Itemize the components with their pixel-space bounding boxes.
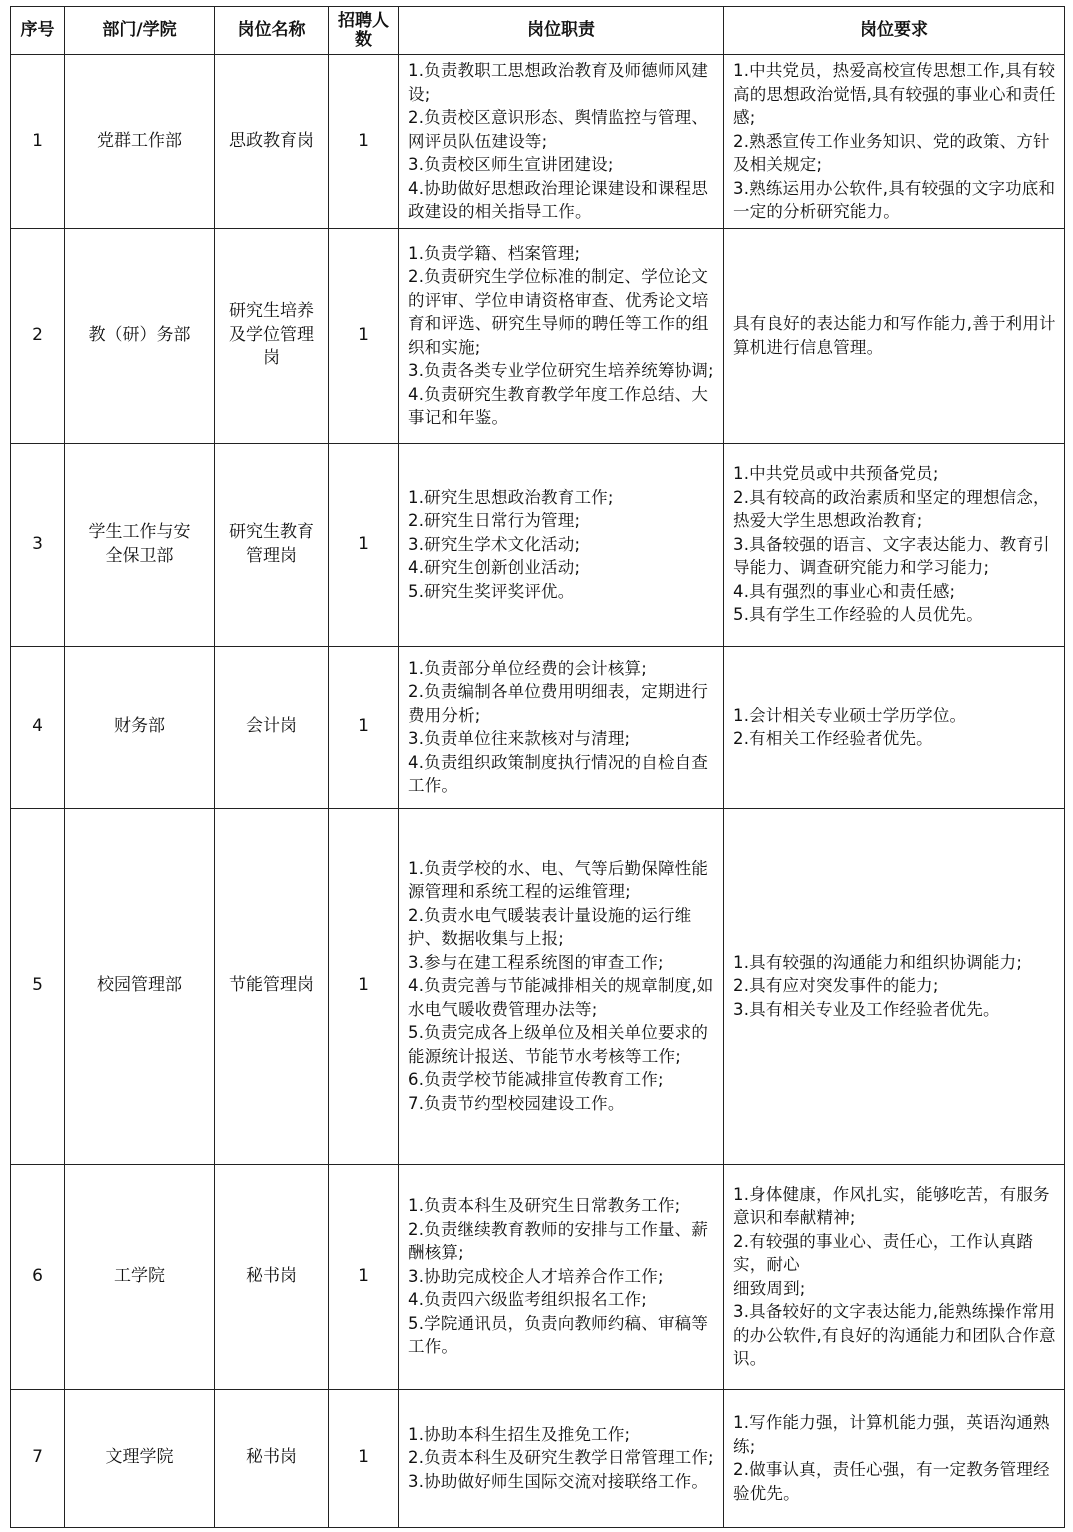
requirement-line: 1.身体健康，作风扎实，能够吃苦，有服务意识和奉献精神; [733,1184,1050,1227]
cell-requirements [724,646,1065,808]
duty-line: 1.负责部分单位经费的会计核算; [408,658,648,678]
duty-line: 5.学院通讯员，负责向教师约稿、审稿等工作。 [408,1313,709,1357]
cell-post: 秘书岗 [215,1164,329,1389]
cell-post: 会计岗 [215,646,329,808]
duty-line: 2.研究生日常行为管理; [408,511,581,531]
requirement-line: 1.中共党员或中共预备党员; [733,464,939,484]
header-count: 招聘人数 [329,7,399,55]
duty-line: 3.研究生学术文化活动; [408,534,581,554]
table-row [11,1389,1065,1527]
table-row [11,808,1065,1164]
cell-requirements [724,1164,1065,1389]
duty-line: 4.协助做好思想政治理论课建设和课程思政建设的相关指导工作。 [408,178,709,221]
duty-line: 1.负责本科生及研究生日常教务工作; [408,1196,681,1216]
duty-line: 1.负责教职工思想政治教育及师德师风建设; [408,61,709,104]
requirement-line: 3.具备较强的语言、文字表达能力、教育引导能力、调查研究能力和学习能力; [733,534,1050,578]
duty-line: 2.负责校区意识形态、舆情监控与管理、网评员队伍建设等; [408,108,709,151]
cell-count: 1 [329,808,399,1164]
cell-requirements [724,1389,1065,1527]
cell-seq: 1 [11,55,65,229]
cell-requirements [724,443,1065,646]
duty-line: 4.研究生创新创业活动; [408,558,581,578]
recruitment-table [10,6,1065,1528]
requirement-line: 1.会计相关专业硕士学历学位。 [733,705,967,725]
duty-line: 1.负责学校的水、电、气等后勤保障性能源管理和系统工程的运维管理; [408,858,709,902]
table-row [11,646,1065,808]
cell-requirements [724,808,1065,1164]
cell-dept: 财务部 [65,646,215,808]
header-seq: 序号 [11,7,65,55]
header-duties: 岗位职责 [399,7,724,55]
cell-seq: 6 [11,1164,65,1389]
cell-count: 1 [329,646,399,808]
requirement-line: 4.具有强烈的事业心和责任感; [733,581,956,601]
cell-count: 1 [329,1164,399,1389]
requirement-line: 1.具有较强的沟通能力和组织协调能力; [733,952,1023,972]
duty-line: 1.协助本科生招生及推免工作; [408,1424,631,1444]
requirement-line: 2.具有应对突发事件的能力; [733,976,939,996]
requirement-line: 2.有相关工作经验者优先。 [733,729,933,748]
cell-seq: 2 [11,228,65,443]
requirement-line: 2.熟悉宣传工作业务知识、党的政策、方针及相关规定; [733,131,1050,174]
cell-seq: 3 [11,443,65,646]
header-requirements: 岗位要求 [724,7,1065,55]
duty-line: 3.负责校区师生宣讲团建设; [408,155,614,174]
cell-dept: 教（研）务部 [65,228,215,443]
duty-line: 1.负责学籍、档案管理; [408,243,581,263]
cell-dept: 党群工作部 [65,55,215,229]
cell-duties [399,55,724,229]
cell-post: 研究生教育管理岗 [215,443,329,646]
requirement-line: 细致周到; [733,1278,806,1298]
cell-dept: 工学院 [65,1164,215,1389]
table-row [11,55,1065,229]
table-body [11,55,1065,1528]
duty-line: 2.负责继续教育教师的安排与工作量、薪酬核算; [408,1219,709,1263]
requirement-line: 5.具有学生工作经验的人员优先。 [733,605,983,625]
duty-line: 4.负责组织政策制度执行情况的自检自查工作。 [408,752,709,795]
cell-duties [399,646,724,808]
duty-line: 3.负责各类专业学位研究生培养统筹协调; [408,361,714,380]
cell-post: 研究生培养及学位管理岗 [215,228,329,443]
requirement-line: 3.具有相关专业及工作经验者优先。 [733,999,1000,1019]
cell-seq: 4 [11,646,65,808]
cell-seq: 7 [11,1389,65,1527]
cell-requirements [724,55,1065,229]
cell-duties [399,443,724,646]
cell-count: 1 [329,443,399,646]
cell-count: 1 [329,1389,399,1527]
duty-line: 4.负责研究生教育教学年度工作总结、大事记和年鉴。 [408,384,709,427]
cell-post: 节能管理岗 [215,808,329,1164]
requirement-line: 2.具有较高的政治素质和坚定的理想信念，热爱大学生思想政治教育; [733,487,1050,531]
duty-line: 5.研究生奖评奖评优。 [408,581,575,601]
duty-line: 3.负责单位往来款核对与清理; [408,729,631,748]
duty-line: 1.研究生思想政治教育工作; [408,487,614,507]
cell-post: 秘书岗 [215,1389,329,1527]
duty-line: 4.负责四六级监考组织报名工作; [408,1290,648,1310]
duty-line: 6.负责学校节能减排宣传教育工作; [408,1070,664,1090]
cell-dept: 文理学院 [65,1389,215,1527]
requirement-line: 3.熟练运用办公软件,具有较强的文字功底和一定的分析研究能力。 [733,178,1056,221]
cell-duties [399,1389,724,1527]
cell-seq: 5 [11,808,65,1164]
duty-line: 5.负责完成各上级单位及相关单位要求的能源统计报送、节能节水考核等工作; [408,1023,709,1066]
cell-duties [399,228,724,443]
requirement-line: 3.具备较好的文字表达能力,能熟练操作常用的办公软件,有良好的沟通能力和团队合作意识。 [733,1302,1056,1368]
header-post: 岗位名称 [215,7,329,55]
cell-count: 1 [329,55,399,229]
duty-line: 2.负责编制各单位费用明细表，定期进行费用分析; [408,682,709,725]
duty-line: 4.负责完善与节能减排相关的规章制度,如水电气暖收费管理办法等; [408,976,714,1019]
duty-line: 3.协助完成校企人才培养合作工作; [408,1266,664,1286]
requirement-line: 1.写作能力强，计算机能力强，英语沟通熟练; [733,1413,1050,1456]
duty-line: 2.负责本科生及研究生教学日常管理工作; [408,1448,714,1468]
cell-post: 思政教育岗 [215,55,329,229]
cell-duties [399,1164,724,1389]
requirement-line: 1.中共党员，热爱高校宣传思想工作,具有较高的思想政治觉悟,具有较强的事业心和责任感; [733,61,1056,127]
table-row [11,443,1065,646]
table-row [11,228,1065,443]
header-row [11,7,1065,55]
requirement-line: 2.有较强的事业心、责任心，工作认真踏实，耐心 [733,1231,1034,1274]
duty-line: 2.负责水电气暖装表计量设施的运行维护、数据收集与上报; [408,905,692,949]
cell-count: 1 [329,228,399,443]
cell-dept: 校园管理部 [65,808,215,1164]
cell-requirements [724,228,1065,443]
header-dept: 部门/学院 [65,7,215,55]
cell-duties [399,808,724,1164]
duty-line: 3.协助做好师生国际交流对接联络工作。 [408,1471,709,1491]
cell-dept: 学生工作与安全保卫部 [65,443,215,646]
duty-line: 7.负责节约型校园建设工作。 [408,1093,625,1113]
requirement-line: 具有良好的表达能力和写作能力,善于利用计算机进行信息管理。 [733,314,1056,357]
duty-line: 3.参与在建工程系统图的审查工作; [408,952,664,972]
table-row [11,1164,1065,1389]
duty-line: 2.负责研究生学位标准的制定、学位论文的评审、学位申请资格审查、优秀论文培育和评选、研究生导师的聘任等工作的组织和实施; [408,267,709,357]
requirement-line: 2.做事认真，责任心强，有一定教务管理经验优先。 [733,1460,1050,1503]
